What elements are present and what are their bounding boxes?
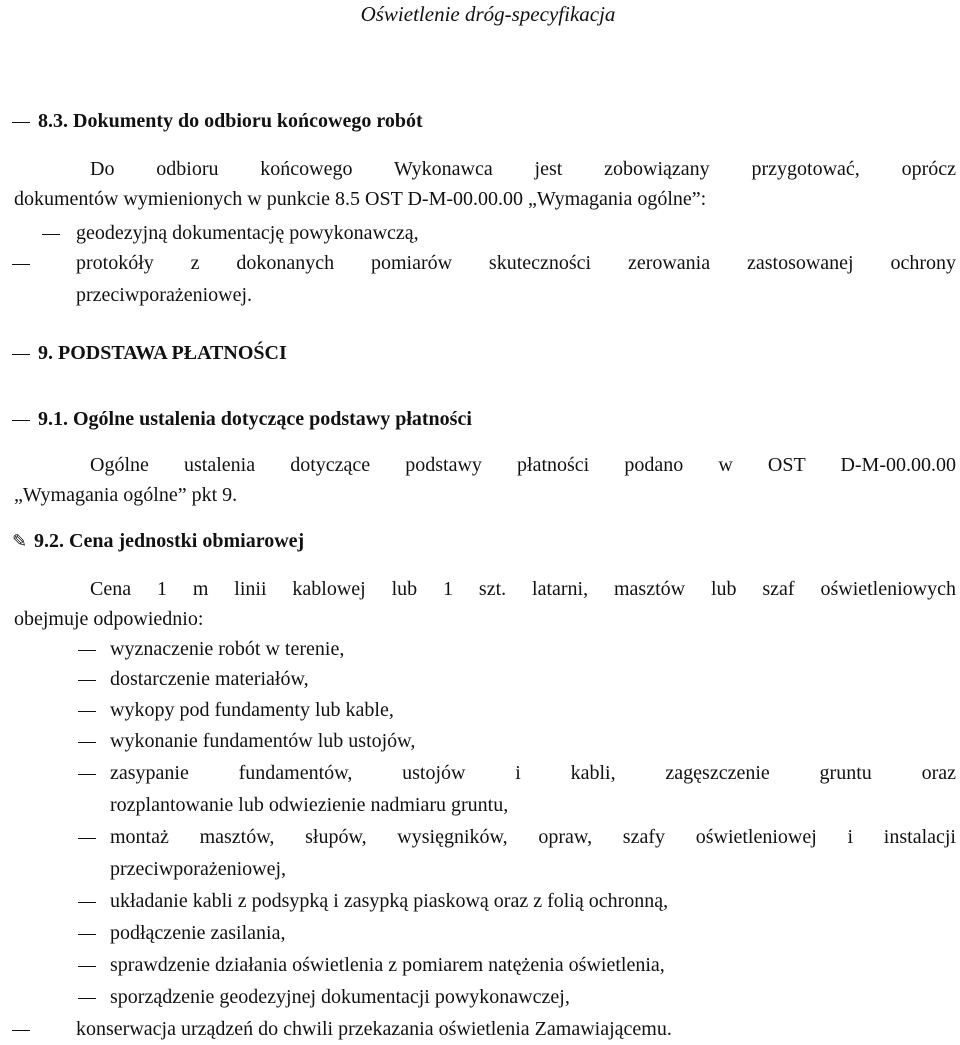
dash-bullet [78, 711, 96, 712]
dash-bullet [12, 354, 30, 355]
list-item: montaż masztów, słupów, wysięgników, opraw, szafy oświetleniowej i instalacji [110, 826, 956, 848]
list-item: układanie kabli z podsypką i zasypką piaskową oraz z folią ochronną, [110, 890, 669, 912]
list-item: wykonanie fundamentów lub ustojów, [110, 730, 416, 752]
section-8-3-intro-line1: Do odbioru końcowego Wykonawca jest zobowiązany przygotować, oprócz [90, 158, 956, 180]
list-item: geodezyjną dokumentację powykonawczą, [76, 222, 419, 244]
list-item: sprawdzenie działania oświetlenia z pomiarem natężenia oświetlenia, [110, 954, 665, 976]
dash-bullet [12, 1030, 30, 1031]
dash-bullet [78, 934, 96, 935]
section-9-1-text-line1: Ogólne ustalenia dotyczące podstawy płatności podano w OST D-M-00.00.00 [90, 454, 956, 476]
dash-bullet [78, 902, 96, 903]
dash-bullet [78, 680, 96, 681]
dash-bullet [12, 264, 30, 265]
section-9-2-text-line2: obejmuje odpowiednio: [14, 608, 204, 630]
section-9-1-text-line2: „Wymagania ogólne” pkt 9. [14, 484, 238, 506]
dash-bullet [78, 650, 96, 651]
dash-bullet [78, 998, 96, 999]
dash-bullet [78, 742, 96, 743]
section-9-2-text-line1: Cena 1 m linii kablowej lub 1 szt. latarni, masztów lub szaf oświetleniowych [90, 578, 956, 600]
section-8-3-heading: 8.3. Dokumenty do odbioru końcowego robót [38, 110, 423, 132]
list-item: podłączenie zasilania, [110, 922, 286, 944]
dash-bullet [12, 122, 30, 123]
dash-bullet [42, 234, 60, 235]
dash-bullet [78, 966, 96, 967]
list-item-continuation: przeciwporażeniowej. [76, 284, 253, 306]
section-9-heading: 9. PODSTAWA PŁATNOŚCI [38, 342, 287, 364]
list-item: wykopy pod fundamenty lub kable, [110, 699, 394, 721]
dash-bullet [78, 838, 96, 839]
dash-bullet [78, 774, 96, 775]
list-item-continuation: rozplantowanie lub odwiezienie nadmiaru gruntu, [110, 794, 509, 816]
section-9-1-heading: 9.1. Ogólne ustalenia dotyczące podstawy płatności [38, 408, 472, 430]
list-item: zasypanie fundamentów, ustojów i kabli, zagęszczenie gruntu oraz [110, 762, 956, 784]
list-item: protokóły z dokonanych pomiarów skuteczności zerowania zastosowanej ochrony [76, 252, 956, 274]
list-item: wyznaczenie robót w terenie, [110, 638, 345, 660]
pencil-icon: ✎ [12, 531, 28, 551]
section-9-2-heading: 9.2. Cena jednostki obmiarowej [34, 530, 305, 552]
page-header: Oświetlenie dróg-specyfikacja [360, 2, 616, 26]
section-8-3-intro-line2: dokumentów wymienionych w punkcie 8.5 OST D-M-00.00.00 „Wymagania ogólne”: [14, 188, 707, 210]
dash-bullet [12, 420, 30, 421]
list-item: dostarczenie materiałów, [110, 668, 309, 690]
list-item: sporządzenie geodezyjnej dokumentacji powykonawczej, [110, 986, 570, 1008]
list-item-final: konserwacja urządzeń do chwili przekazania oświetlenia Zamawiającemu. [76, 1018, 672, 1040]
list-item-continuation: przeciwporażeniowej, [110, 858, 287, 880]
